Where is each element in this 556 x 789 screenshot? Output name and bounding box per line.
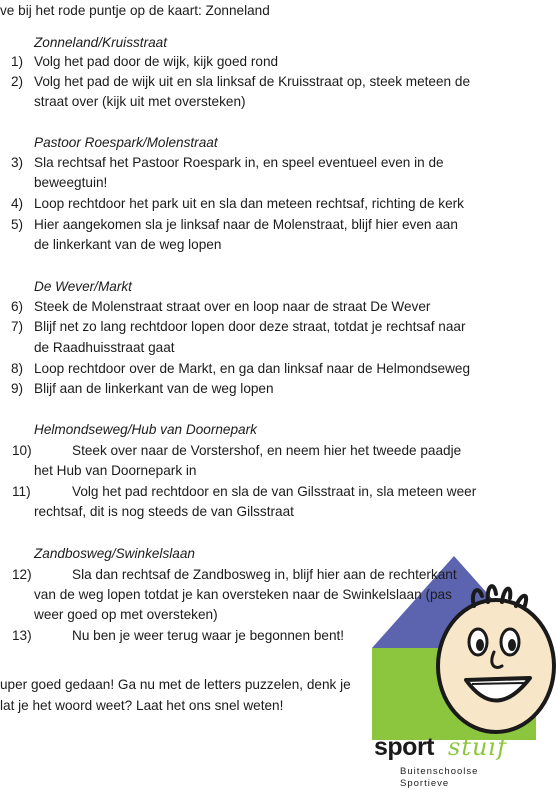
logo-word-stuif: stuif xyxy=(448,733,507,761)
step-text-continued: het Hub van Doornepark in xyxy=(34,463,197,478)
step-text-continued: straat over (kijk uit met oversteken) xyxy=(34,94,246,109)
step-number: 12) xyxy=(12,567,32,582)
step-number: 10) xyxy=(12,443,32,458)
logo-word-sport: sport xyxy=(374,733,434,761)
step-text: Sla dan rechtsaf de Zandbosweg in, blijf hier aan de rechterkant xyxy=(72,567,457,582)
logo-subtitle-2: Sportieve xyxy=(400,778,450,789)
section-title-de-wever: De Wever/Markt xyxy=(34,279,132,294)
step-text-continued: rechtsaf, dit is nog steeds de van Gilsstraat xyxy=(34,504,294,519)
step-text: Loop rechtdoor het park uit en sla dan meteen rechtsaf, richting de kerk xyxy=(34,196,464,211)
step-text: Volg het pad door de wijk, kijk goed rond xyxy=(34,54,279,69)
step-text: Blijf aan de linkerkant van de weg lopen xyxy=(34,381,274,396)
step-number: 7) xyxy=(11,319,24,334)
logo-subtitle-1: Buitenschoolse xyxy=(400,766,479,777)
closing-line-2: lat je het woord weet? Laat het ons snel weten! xyxy=(0,698,284,713)
step-text: Volg het pad rechtdoor en sla de van Gilsstraat in, sla meteen weer xyxy=(72,484,477,499)
step-text-continued: beweegtuin! xyxy=(34,175,108,190)
section-title-pastoor-roespark: Pastoor Roespark/Molenstraat xyxy=(34,135,218,150)
step-number: 11) xyxy=(12,484,31,499)
step-text: Volg het pad de wijk uit en sla linksaf de Kruisstraat op, steek meteen de xyxy=(34,74,471,89)
intro-text: ve bij het rode puntje op de kaart: Zonneland xyxy=(0,3,270,18)
section-title-zonneland: Zonneland/Kruisstraat xyxy=(34,35,167,50)
step-text-continued: van de weg lopen totdat je kan oversteken naar de Swinkelslaan (pas xyxy=(34,587,452,602)
step-number: 4) xyxy=(11,196,24,211)
closing-line-1: uper goed gedaan! Ga nu met de letters puzzelen, denk je xyxy=(0,677,351,692)
step-text: Steek de Molenstraat straat over en loop naar de straat De Wever xyxy=(34,299,431,314)
step-text-continued: de Raadhuisstraat gaat xyxy=(34,340,175,355)
step-number: 8) xyxy=(11,361,24,376)
step-text: Loop rechtdoor over de Markt, en ga dan linksaf naar de Helmondseweg xyxy=(34,361,471,376)
step-number: 9) xyxy=(11,381,24,396)
section-title-helmondseweg: Helmondseweg/Hub van Doornepark xyxy=(34,422,257,437)
step-text: Nu ben je weer terug waar je begonnen bent! xyxy=(72,628,345,643)
step-number: 2) xyxy=(11,74,24,89)
step-text: Hier aangekomen sla je linksaf naar de Molenstraat, blijf hier even aan xyxy=(34,217,458,232)
step-number: 1) xyxy=(11,54,24,69)
section-title-zandbosweg: Zandbosweg/Swinkelslaan xyxy=(34,546,195,561)
step-number: 5) xyxy=(11,217,24,232)
step-number: 13) xyxy=(12,628,32,643)
step-text-continued: weer goed op met oversteken) xyxy=(34,607,218,622)
step-number: 6) xyxy=(11,299,24,314)
step-number: 3) xyxy=(11,155,24,170)
step-text: Sla rechtsaf het Pastoor Roespark in, en speel eventueel even in de xyxy=(34,155,444,170)
step-text: Steek over naar de Vorstershof, en neem hier het tweede paadje xyxy=(72,443,462,458)
step-text: Blijf net zo lang rechtdoor lopen door deze straat, totdat je rechtsaf naar xyxy=(34,319,466,334)
step-text-continued: de linkerkant van de weg lopen xyxy=(34,237,222,252)
